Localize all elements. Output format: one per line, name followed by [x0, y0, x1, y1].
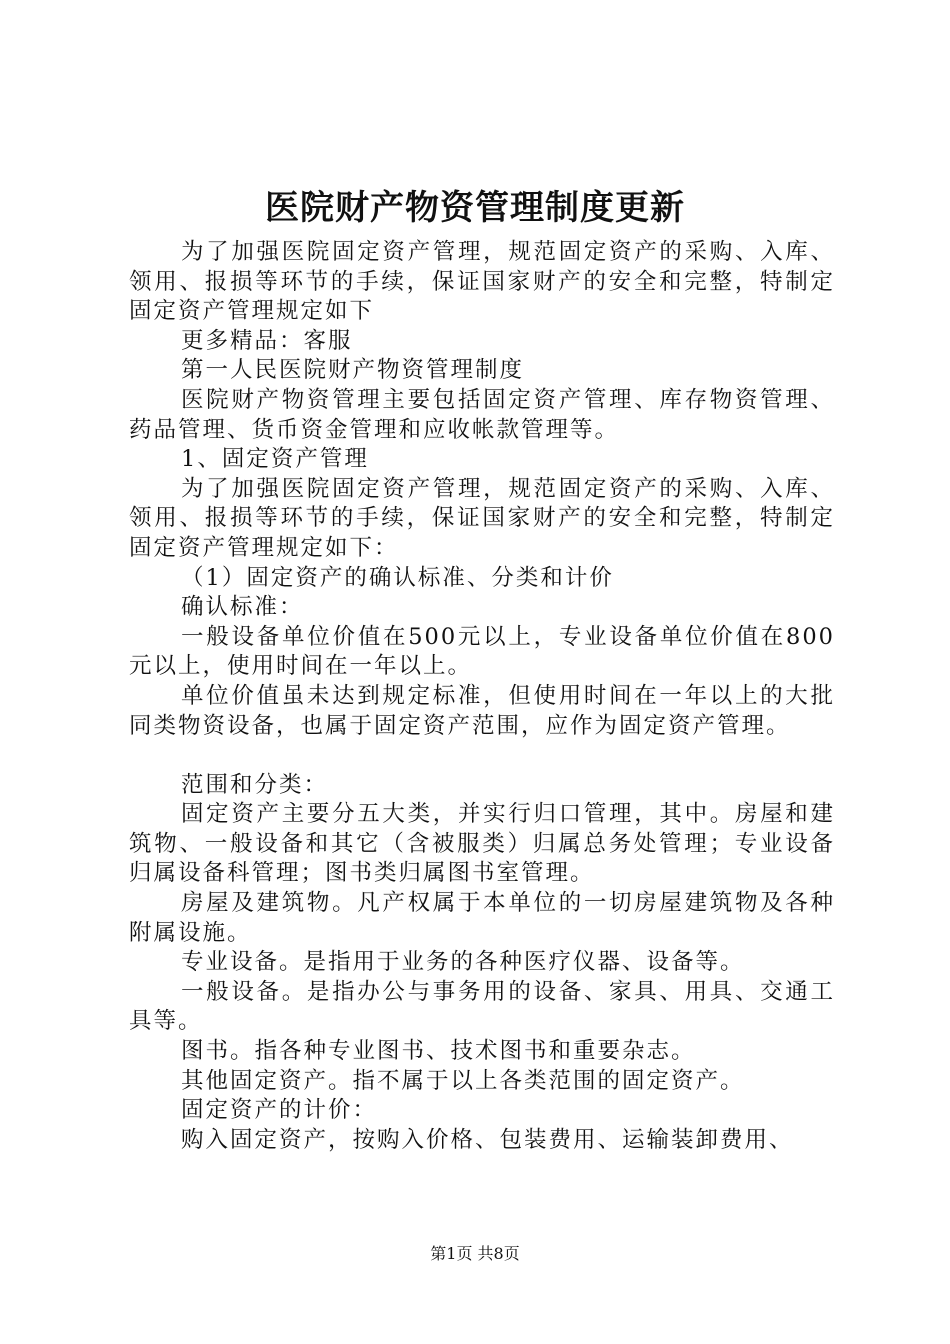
- subsection-heading: （1）固定资产的确认标准、分类和计价: [181, 564, 614, 591]
- paragraph: 一般设备。是指办公与事务用的设备、家具、用具、交通工具等。: [129, 978, 835, 1035]
- paragraph: 范围和分类：: [181, 771, 329, 798]
- page-footer: 第1页 共8页: [430, 1244, 520, 1263]
- paragraph: 为了加强医院固定资产管理，规范固定资产的采购、入库、领用、报损等环节的手续，保证国家财产的安全和完整，特制定固定资产管理规定如下：: [129, 475, 835, 561]
- paragraph: 固定资产的计价：: [181, 1097, 378, 1124]
- paragraph-gap: [129, 741, 835, 771]
- paragraph: 更多精品：客服: [181, 327, 353, 354]
- document-body: [129, 238, 835, 1155]
- page-title: 医院财产物资管理制度更新: [265, 188, 685, 228]
- paragraph: 确认标准：: [181, 594, 304, 621]
- paragraph: 购入固定资产，按购入价格、包装费用、运输装卸费用、: [181, 1126, 794, 1153]
- paragraph: 单位价值虽未达到规定标准，但使用时间在一年以上的大批同类物资设备，也属于固定资产范围，应作为固定资产管理。: [129, 682, 835, 739]
- paragraph: 为了加强医院固定资产管理，规范固定资产的采购、入库、领用、报损等环节的手续，保证国家财产的安全和完整，特制定固定资产管理规定如下: [129, 239, 835, 325]
- paragraph: 房屋及建筑物。凡产权属于本单位的一切房屋建筑物及各种附属设施。: [129, 890, 835, 946]
- paragraph: 一般设备单位价值在500元以上，专业设备单位价值在800元以上，使用时间在一年以上。: [129, 623, 835, 680]
- paragraph: 固定资产主要分五大类，并实行归口管理，其中。房屋和建筑物、一般设备和其它（含被服类）归属总务处管理；专业设备归属设备科管理；图书类归属图书室管理。: [129, 801, 835, 887]
- section-heading: 1、固定资产管理: [181, 446, 369, 473]
- paragraph: 其他固定资产。指不属于以上各类范围的固定资产。: [181, 1067, 745, 1094]
- paragraph: 第一人民医院财产物资管理制度: [181, 357, 525, 384]
- paragraph: 图书。指各种专业图书、技术图书和重要杂志。: [181, 1038, 696, 1065]
- paragraph: 医院财产物资管理主要包括固定资产管理、库存物资管理、药品管理、货币资金管理和应收帐款管理等。: [129, 386, 835, 443]
- paragraph: 专业设备。是指用于业务的各种医疗仪器、设备等。: [181, 949, 745, 976]
